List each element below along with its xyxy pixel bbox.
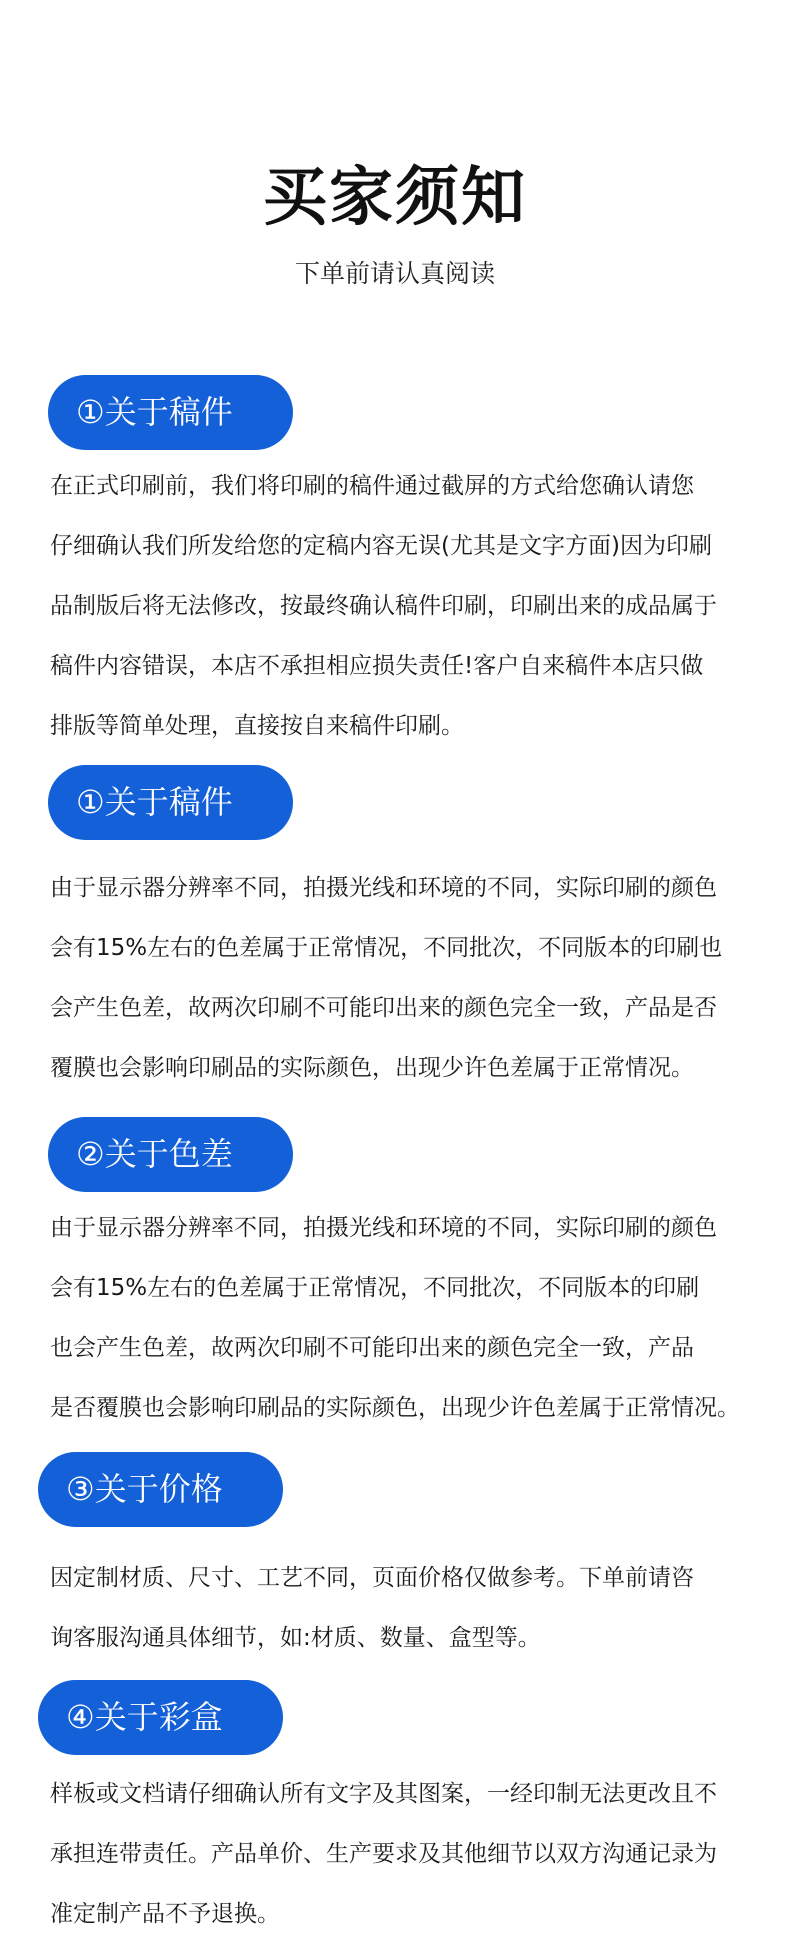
paragraph-line: 仔细确认我们所发给您的定稿内容无误(尤其是文字方面)因为印刷: [50, 533, 712, 559]
paragraph-line: 覆膜也会影响印刷品的实际颜色，出现少许色差属于正常情况。: [50, 1055, 694, 1081]
paragraph-line: 会有15%左右的色差属于正常情况，不同批次，不同版本的印刷也: [50, 935, 723, 961]
section-body-color-box: [50, 1764, 765, 1944]
section-body-manuscript: [50, 456, 765, 756]
paragraph-line: 稿件内容错误，本店不承担相应损失责任!客户自来稿件本店只做: [50, 653, 704, 679]
paragraph-line: 在正式印刷前，我们将印刷的稿件通过截屏的方式给您确认请您: [50, 473, 694, 499]
section-heading-manuscript-2: ①关于稿件: [48, 765, 293, 840]
section-body-price: [50, 1548, 765, 1668]
section-heading-color-difference: ②关于色差: [48, 1117, 293, 1192]
paragraph-line: 准定制产品不予退换。: [50, 1901, 280, 1927]
section-heading-color-box: ④关于彩盒: [38, 1680, 283, 1755]
paragraph-line: 也会产生色差，故两次印刷不可能印出来的颜色完全一致，产品: [50, 1335, 694, 1361]
paragraph-line: 排版等简单处理，直接按自来稿件印刷。: [50, 713, 464, 739]
paragraph-line: 承担连带责任。产品单价、生产要求及其他细节以双方沟通记录为: [50, 1841, 717, 1867]
paragraph-line: 由于显示器分辨率不同，拍摄光线和环境的不同，实际印刷的颜色: [50, 875, 717, 901]
paragraph-line: 会产生色差，故两次印刷不可能印出来的颜色完全一致，产品是否: [50, 995, 717, 1021]
paragraph-line: 由于显示器分辨率不同，拍摄光线和环境的不同，实际印刷的颜色: [50, 1215, 717, 1241]
page-subtitle: 下单前请认真阅读: [294, 259, 495, 288]
paragraph-line: 品制版后将无法修改，按最终确认稿件印刷，印刷出来的成品属于: [50, 593, 717, 619]
section-heading-manuscript: ①关于稿件: [48, 375, 293, 450]
section-body-manuscript-2: [50, 858, 765, 1098]
section-body-color-difference: [50, 1198, 765, 1438]
section-heading-price: ③关于价格: [38, 1452, 283, 1527]
paragraph-line: 会有15%左右的色差属于正常情况，不同批次，不同版本的印刷: [50, 1275, 700, 1301]
paragraph-line: 因定制材质、尺寸、工艺不同，页面价格仅做参考。下单前请咨: [50, 1565, 694, 1591]
paragraph-line: 是否覆膜也会影响印刷品的实际颜色，出现少许色差属于正常情况。: [50, 1395, 740, 1421]
paragraph-line: 样板或文档请仔细确认所有文字及其图案，一经印制无法更改且不: [50, 1781, 717, 1807]
paragraph-line: 询客服沟通具体细节，如:材质、数量、盒型等。: [50, 1625, 541, 1651]
page-title: 买家须知: [263, 161, 527, 235]
